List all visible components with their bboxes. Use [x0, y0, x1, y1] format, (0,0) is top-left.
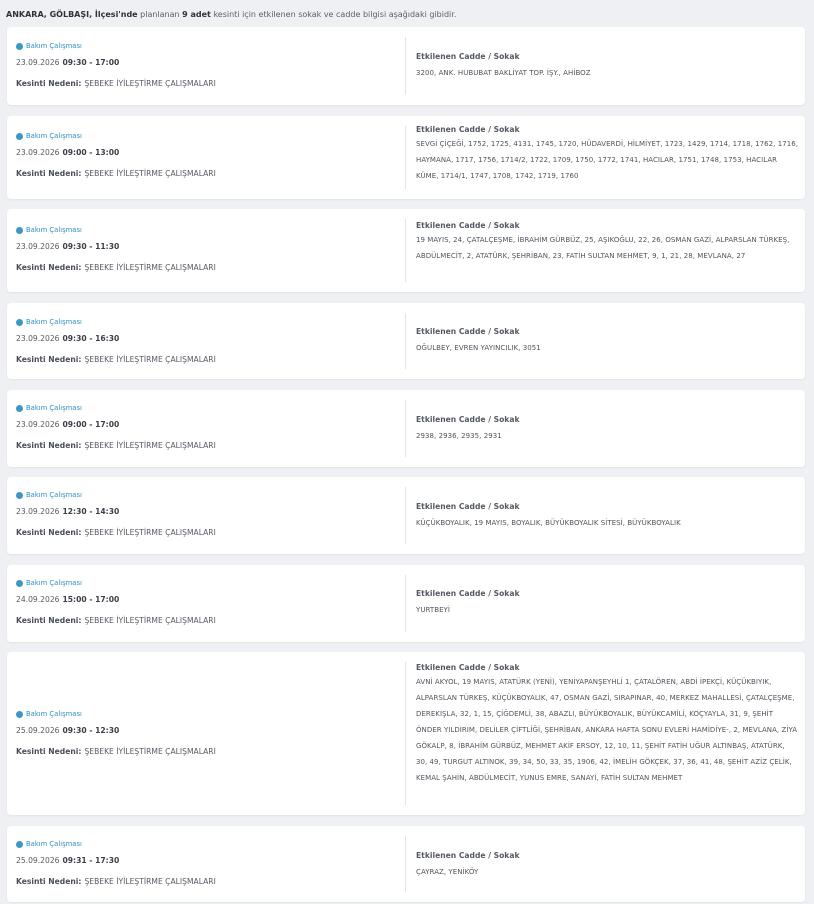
outage-info: [16, 41, 396, 90]
status-dot-icon: [16, 319, 23, 326]
outage-type-label: Bakım Çalışması: [26, 318, 82, 326]
outage-card[interactable]: [7, 116, 805, 199]
card-divider: [405, 487, 406, 544]
outage-reason: [16, 78, 396, 90]
outage-info: [16, 578, 396, 627]
outage-date: 23.09.2026: [16, 242, 60, 251]
card-divider: [405, 575, 406, 632]
streets-list: YURTBEYİ: [416, 606, 450, 614]
reason-label: Kesinti Nedeni:: [16, 263, 82, 272]
outage-type: [16, 490, 396, 501]
outage-info: [16, 131, 396, 180]
reason-value: ŞEBEKE İYİLEŞTİRME ÇALIŞMALARI: [84, 355, 216, 364]
reason-label: Kesinti Nedeni:: [16, 355, 82, 364]
affected-streets: [416, 51, 798, 81]
outage-datetime: [16, 594, 396, 606]
outage-time: 09:31 - 17:30: [62, 856, 120, 865]
streets-list: ÇAYRAZ, YENİKÖY: [416, 868, 479, 876]
outage-time: 09:00 - 13:00: [62, 148, 120, 157]
outage-type: [16, 41, 396, 52]
summary-text: [6, 9, 456, 21]
reason-value: ŞEBEKE İYİLEŞTİRME ÇALIŞMALARI: [84, 877, 216, 886]
card-divider: [405, 37, 406, 95]
reason-value: ŞEBEKE İYİLEŞTİRME ÇALIŞMALARI: [84, 528, 216, 537]
summary-count: 9 adet: [182, 10, 211, 19]
outage-type: [16, 131, 396, 142]
outage-card[interactable]: [7, 565, 805, 642]
outage-datetime: [16, 241, 396, 253]
summary-planned: planlanan: [140, 10, 180, 19]
affected-streets: [416, 588, 798, 618]
outage-reason: [16, 354, 396, 366]
reason-label: Kesinti Nedeni:: [16, 441, 82, 450]
card-divider: [405, 313, 406, 369]
reason-value: ŞEBEKE İYİLEŞTİRME ÇALIŞMALARI: [84, 79, 216, 88]
outage-card[interactable]: [7, 27, 805, 105]
outage-type-label: Bakım Çalışması: [26, 710, 82, 718]
status-dot-icon: [16, 841, 23, 848]
streets-list: KÜÇÜKBOYALIK, 19 MAYIS, BOYALIK, BÜYÜKBOYALIK SİTESİ, BÜYÜKBOYALIK: [416, 519, 681, 527]
status-dot-icon: [16, 43, 23, 50]
outage-card[interactable]: [7, 652, 805, 815]
outage-datetime: [16, 855, 396, 867]
reason-value: ŞEBEKE İYİLEŞTİRME ÇALIŞMALARI: [84, 441, 216, 450]
streets-list: OĞULBEY, EVREN YAYINCILIK, 3051: [416, 344, 541, 352]
outage-datetime: [16, 725, 396, 737]
affected-streets: [416, 220, 798, 264]
outage-reason: [16, 262, 396, 274]
affected-streets: [416, 124, 798, 184]
streets-title: Etkilenen Cadde / Sokak: [416, 851, 520, 860]
reason-label: Kesinti Nedeni:: [16, 747, 82, 756]
outage-time: 12:30 - 14:30: [62, 507, 120, 516]
outage-info: [16, 317, 396, 366]
card-divider: [405, 836, 406, 892]
outage-datetime: [16, 333, 396, 345]
outage-reason: [16, 440, 396, 452]
outage-date: 23.09.2026: [16, 148, 60, 157]
streets-list: SEVGİ ÇİÇEĞİ, 1752, 1725, 4131, 1745, 1720, HÜDAVERDİ, HİLMİYET, 1723, 1429, 1714, 1718, 1762, 1716, HAYMANA, 1717, 1756, 1714/2, 1722, 1709, 1750, 1772, 1741, HACILAR, 1751, 1748, 1753, HACILAR KÜME, 1714/1, 1747, 1708, 1742, 1719, 1760: [416, 140, 798, 180]
outage-date: 24.09.2026: [16, 595, 60, 604]
reason-label: Kesinti Nedeni:: [16, 169, 82, 178]
outage-reason: [16, 527, 396, 539]
streets-title: Etkilenen Cadde / Sokak: [416, 663, 520, 672]
outage-reason: [16, 168, 396, 180]
affected-streets: [416, 662, 798, 786]
outage-reason: [16, 615, 396, 627]
outage-card[interactable]: [7, 390, 805, 467]
outage-type-label: Bakım Çalışması: [26, 404, 82, 412]
status-dot-icon: [16, 405, 23, 412]
outage-card[interactable]: [7, 826, 805, 902]
status-dot-icon: [16, 711, 23, 718]
outage-reason: [16, 876, 396, 888]
outage-card[interactable]: [7, 209, 805, 292]
outage-datetime: [16, 506, 396, 518]
outage-time: 09:30 - 16:30: [62, 334, 120, 343]
affected-streets: [416, 414, 798, 444]
reason-label: Kesinti Nedeni:: [16, 877, 82, 886]
outage-date: 23.09.2026: [16, 507, 60, 516]
streets-title: Etkilenen Cadde / Sokak: [416, 502, 520, 511]
streets-list: 19 MAYIS, 24, ÇATALÇEŞME, İBRAHİM GÜRBÜZ, 25, AŞIKOĞLU, 22, 26, OSMAN GAZİ, ALPARSLAN TÜRKEŞ, ABDÜLMECİT, 2, ATATÜRK, ŞEHRİBAN, 23, FATİH SULTAN MEHMET, 9, 1, 21, 28, MEVLANA, 27: [416, 236, 790, 260]
streets-list: AVNİ AKYOL, 19 MAYIS, ATATÜRK (YENİ), YENİYAPANŞEYHLİ 1, ÇATALÖREN, ABDİ İPEKÇİ, KÜÇÜKBIYIK, ALPARSLAN TÜRKEŞ, KÜÇÜKBOYALIK, 47, OSMAN GAZİ, SIRAPINAR, 40, MERKEZ MAHALLESİ, ÇATALÇEŞME, DEREKIŞLA, 32, 1, 15, ÇİĞDEMLİ, 38, ABAZLI, BÜYÜKBOYALIK, BÜYÜKCAMİLİ, KOÇYAYLA, 31, 9, ŞEHİT ÖNDER YILDIRIM, DELİLER ÇİFTLİĞİ, ŞEHRİBAN, ANKARA HAFTA SONU EVLERİ HAMİDİYE-, 2, MEVLANA, ZİYA GÖKALP, 8, İBRAHİM GÜRBÜZ, MEHMET AKİF ERSOY, 12, 10, 11, ŞEHİT FATİH UĞUR ALTINBAŞ, ATATÜRK, 30, 49, TURGUT ALTINOK, 39, 34, 50, 33, 35, 1906, 42, İMELİH GÖKÇEK, 37, 36, 41, 48, ŞEHİT AZİZ ÇELİK, KEMAL ŞAHİN, ABDÜLMECİT, YUNUS EMRE, SANAYİ, FATİH SULTAN MEHMET: [416, 678, 798, 782]
outage-type: [16, 225, 396, 236]
reason-label: Kesinti Nedeni:: [16, 616, 82, 625]
card-divider: [405, 662, 406, 805]
outage-type-label: Bakım Çalışması: [26, 42, 82, 50]
status-dot-icon: [16, 492, 23, 499]
reason-label: Kesinti Nedeni:: [16, 528, 82, 537]
outage-type-label: Bakım Çalışması: [26, 132, 82, 140]
streets-title: Etkilenen Cadde / Sokak: [416, 327, 520, 336]
outage-type-label: Bakım Çalışması: [26, 579, 82, 587]
outage-type: [16, 403, 396, 414]
card-divider: [405, 126, 406, 189]
streets-title: Etkilenen Cadde / Sokak: [416, 589, 520, 598]
streets-list: 2938, 2936, 2935, 2931: [416, 432, 502, 440]
reason-label: Kesinti Nedeni:: [16, 79, 82, 88]
outage-datetime: [16, 147, 396, 159]
affected-streets: [416, 850, 798, 880]
outage-type-label: Bakım Çalışması: [26, 840, 82, 848]
outage-info: [16, 490, 396, 539]
outage-date: 23.09.2026: [16, 58, 60, 67]
outage-type: [16, 709, 396, 720]
outage-info: [16, 225, 396, 274]
streets-list: 3200, ANK. HUBUBAT BAKLİYAT TOP. İŞY., AHİBOZ: [416, 69, 591, 77]
status-dot-icon: [16, 227, 23, 234]
outage-info: [16, 839, 396, 888]
card-divider: [405, 219, 406, 282]
reason-value: ŞEBEKE İYİLEŞTİRME ÇALIŞMALARI: [84, 169, 216, 178]
outage-card[interactable]: [7, 303, 805, 379]
streets-title: Etkilenen Cadde / Sokak: [416, 52, 520, 61]
outage-date: 25.09.2026: [16, 726, 60, 735]
outage-date: 25.09.2026: [16, 856, 60, 865]
summary-location: ANKARA, GÖLBAŞI, İlçesi'nde: [6, 10, 138, 19]
status-dot-icon: [16, 580, 23, 587]
status-dot-icon: [16, 133, 23, 140]
streets-title: Etkilenen Cadde / Sokak: [416, 221, 520, 230]
outage-time: 09:30 - 11:30: [62, 242, 120, 251]
outage-type: [16, 578, 396, 589]
reason-value: ŞEBEKE İYİLEŞTİRME ÇALIŞMALARI: [84, 616, 216, 625]
streets-title: Etkilenen Cadde / Sokak: [416, 415, 520, 424]
outage-type: [16, 317, 396, 328]
streets-title: Etkilenen Cadde / Sokak: [416, 125, 520, 134]
summary-rest: kesinti için etkilenen sokak ve cadde bilgisi aşağıdaki gibidir.: [213, 10, 457, 19]
reason-value: ŞEBEKE İYİLEŞTİRME ÇALIŞMALARI: [84, 263, 216, 272]
affected-streets: [416, 501, 798, 531]
reason-value: ŞEBEKE İYİLEŞTİRME ÇALIŞMALARI: [84, 747, 216, 756]
card-divider: [405, 400, 406, 457]
outage-time: 09:30 - 12:30: [62, 726, 120, 735]
outage-time: 09:30 - 17:00: [62, 58, 120, 67]
outage-date: 23.09.2026: [16, 334, 60, 343]
outage-time: 09:00 - 17:00: [62, 420, 120, 429]
outage-type: [16, 839, 396, 850]
outage-date: 23.09.2026: [16, 420, 60, 429]
outage-reason: [16, 746, 396, 758]
outage-datetime: [16, 57, 396, 69]
outage-type-label: Bakım Çalışması: [26, 491, 82, 499]
affected-streets: [416, 326, 798, 356]
outage-time: 15:00 - 17:00: [62, 595, 120, 604]
outage-card[interactable]: [7, 477, 805, 554]
outage-datetime: [16, 419, 396, 431]
outage-type-label: Bakım Çalışması: [26, 226, 82, 234]
outage-info: [16, 709, 396, 758]
outage-info: [16, 403, 396, 452]
